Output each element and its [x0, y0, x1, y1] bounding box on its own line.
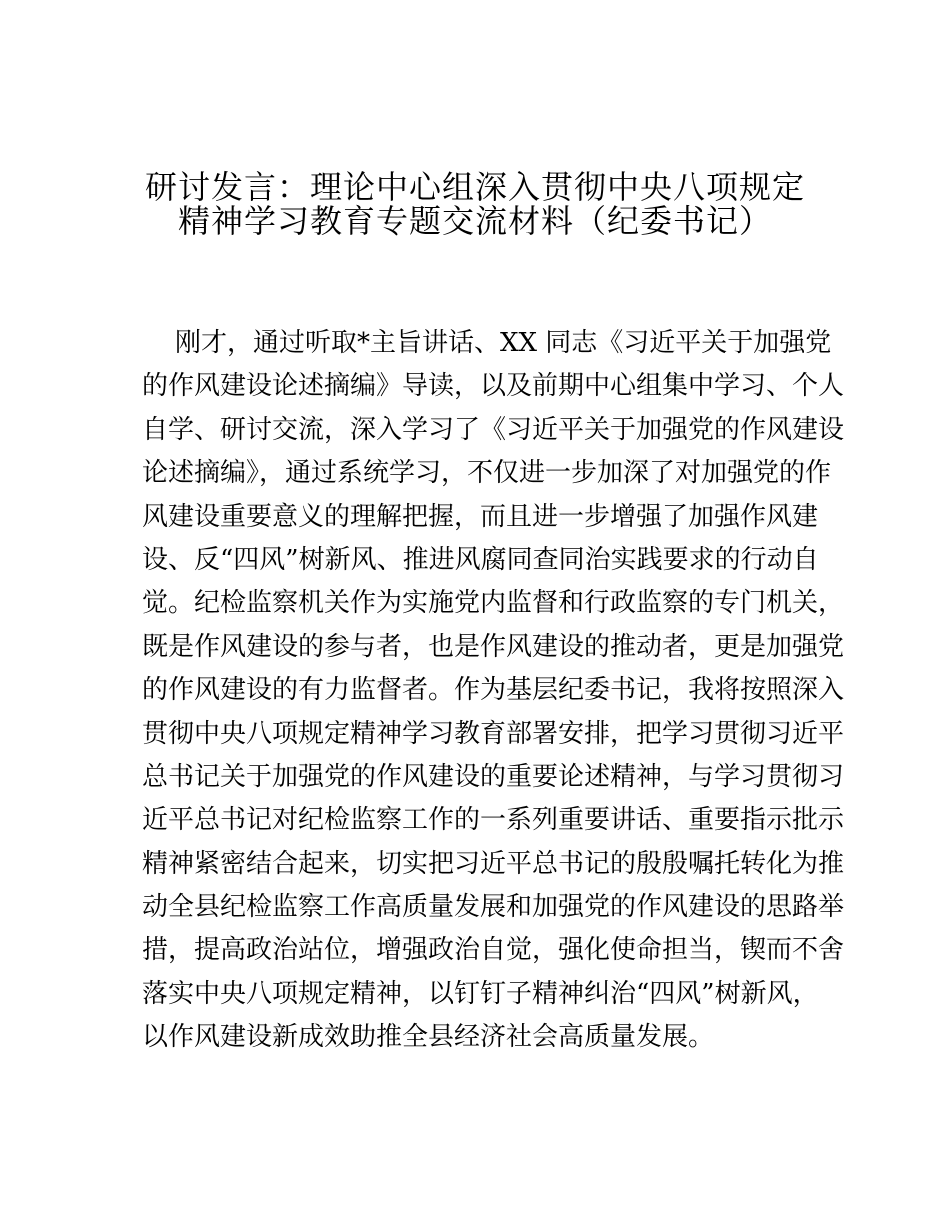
paragraph-line: 自学、研讨交流，深入学习了《习近平关于加强党的作风建设: [142, 414, 845, 445]
paragraph-line: 刚才，通过听取*主旨讲话、XX 同志《习近平关于加强党: [175, 328, 832, 358]
document-title-line-1: 研讨发言：理论中心组深入贯彻中央八项规定: [144, 168, 805, 206]
paragraph-line: 的作风建设论述摘编》导读，以及前期中心组集中学习、个人: [142, 371, 845, 402]
paragraph-line: 觉。纪检监察机关作为实施党内监督和行政监察的专门机关，: [142, 588, 845, 619]
paragraph-line: 论述摘编》，通过系统学习，不仅进一步加深了对加强党的作: [142, 458, 832, 489]
paragraph-line: 措，提高政治站位，增强政治自觉，强化使命担当，锲而不舍: [142, 935, 845, 966]
body-paragraph: [142, 322, 845, 1060]
paragraph-line: 风建设重要意义的理解把握，而且进一步增强了加强作风建: [142, 501, 819, 532]
paragraph-line: 总书记关于加强党的作风建设的重要论述精神，与学习贯彻习: [142, 761, 845, 792]
paragraph-line: 近平总书记对纪检监察工作的一系列重要讲话、重要指示批示: [142, 805, 845, 836]
paragraph-line: 精神紧密结合起来，切实把习近平总书记的殷殷嘱托转化为推: [142, 848, 845, 879]
paragraph-line: 既是作风建设的参与者，也是作风建设的推动者，更是加强党: [142, 631, 845, 662]
document-title-line-2: 精神学习教育专题交流材料（纪委书记）: [177, 202, 772, 240]
paragraph-line: 贯彻中央八项规定精神学习教育部署安排，把学习贯彻习近平: [142, 718, 845, 749]
paragraph-line: 以作风建设新成效助推全县经济社会高质量发展。: [142, 1022, 715, 1053]
paragraph-line: 的作风建设的有力监督者。作为基层纪委书记，我将按照深入: [142, 675, 845, 706]
paragraph-line: 落实中央八项规定精神，以钉钉子精神纠治“四风”树新风，: [142, 978, 819, 1009]
paragraph-line: 动全县纪检监察工作高质量发展和加强党的作风建设的思路举: [142, 892, 845, 923]
paragraph-line: 设、反“四风”树新风、推进风腐同查同治实践要求的行动自: [142, 544, 819, 575]
